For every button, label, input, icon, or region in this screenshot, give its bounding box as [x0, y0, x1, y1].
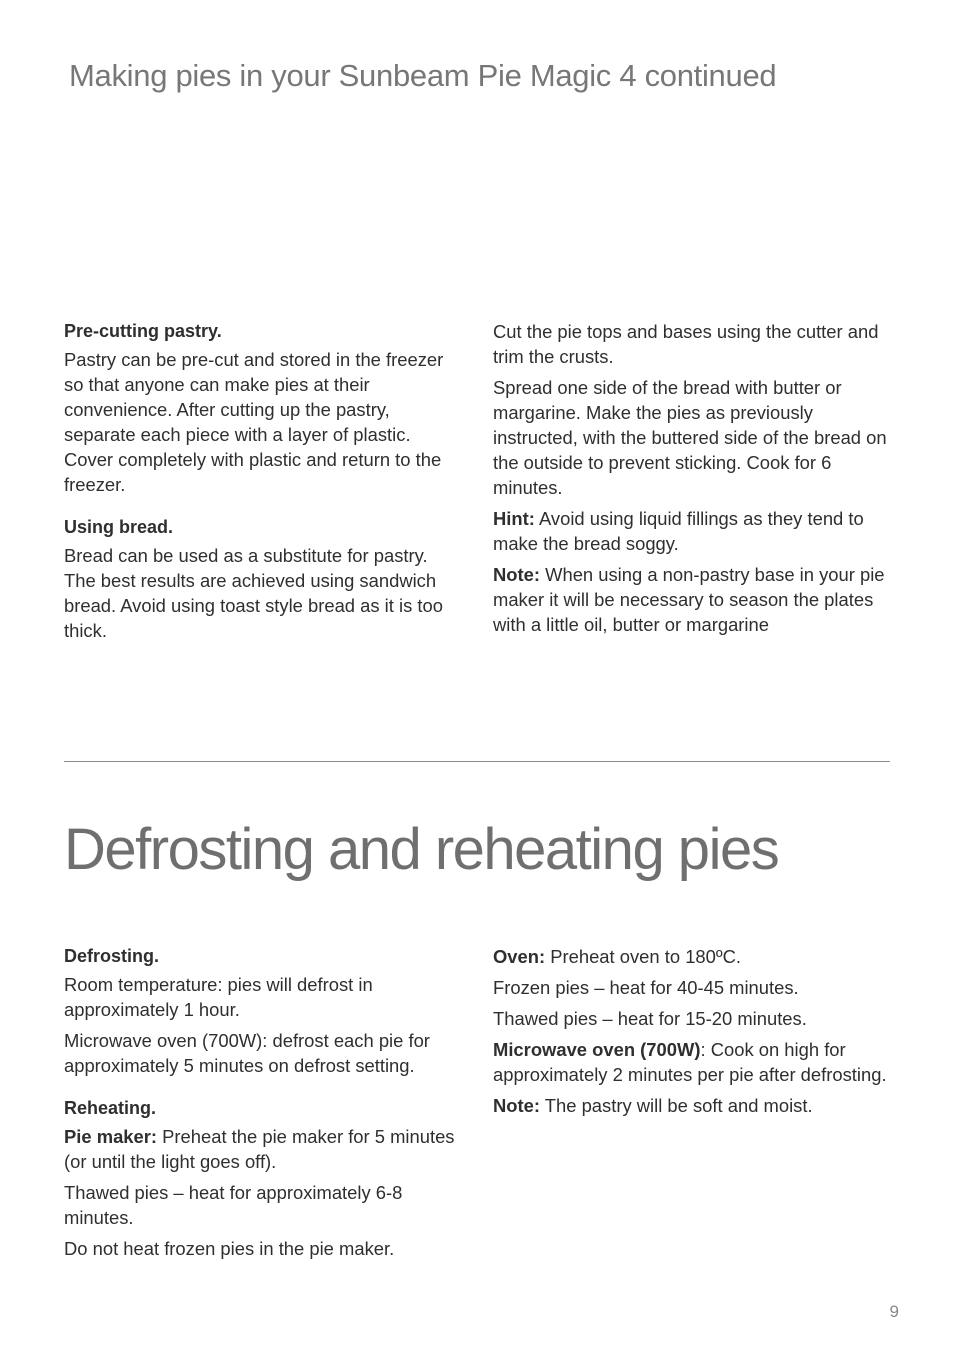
section-title: Defrosting and reheating pies — [64, 817, 779, 882]
page-number: 9 — [889, 1302, 899, 1321]
pastry-note-paragraph — [493, 1093, 888, 1118]
top-right-column — [493, 319, 888, 643]
thawed-pies-paragraph: Thawed pies – heat for approximately 6-8 minutes. — [64, 1182, 403, 1228]
section-divider — [64, 761, 890, 762]
bottom-right-column — [493, 944, 888, 1124]
pastry-note-text: The pastry will be soft and moist. — [540, 1095, 813, 1116]
pie-maker-label: Pie maker: — [64, 1126, 158, 1147]
page-header-title: Making pies in your Sunbeam Pie Magic 4 continued — [69, 58, 777, 93]
using-bread-paragraph: Bread can be used as a substitute for pastry. The best results are achieved using sandwich bread. Avoid using toast style bread as it is too thick. — [64, 545, 443, 641]
oven-label: Oven: — [493, 946, 546, 967]
reheating-heading: Reheating. — [64, 1098, 157, 1118]
microwave-label: Microwave oven (700W) — [493, 1039, 701, 1060]
hint-paragraph — [493, 506, 888, 556]
defrosting-heading: Defrosting. — [64, 946, 160, 966]
pastry-note-label: Note: — [493, 1095, 540, 1116]
oven-text: Preheat oven to 180ºC. — [545, 946, 741, 967]
microwave-paragraph — [493, 1037, 888, 1087]
note-paragraph — [493, 562, 888, 637]
microwave-defrost-paragraph: Microwave oven (700W): defrost each pie for approximately 5 minutes on defrost setting. — [64, 1030, 430, 1076]
pre-cutting-heading: Pre-cutting pastry. — [64, 321, 222, 341]
bottom-left-column — [64, 944, 464, 1267]
pie-maker-text: Preheat the pie maker for 5 minutes (or until the light goes off). — [64, 1126, 455, 1172]
using-bread-heading: Using bread. — [64, 517, 174, 537]
top-left-column — [64, 319, 464, 649]
frozen-warning-paragraph: Do not heat frozen pies in the pie maker. — [64, 1238, 395, 1259]
hint-label: Hint: — [493, 508, 535, 529]
cut-tops-paragraph: Cut the pie tops and bases using the cutter and trim the crusts. — [493, 321, 879, 367]
frozen-pies-paragraph: Frozen pies – heat for 40-45 minutes. — [493, 977, 799, 998]
microwave-text: : Cook on high for approximately 2 minutes per pie after defrosting. — [493, 1039, 887, 1085]
pre-cutting-paragraph: Pastry can be pre-cut and stored in the freezer so that anyone can make pies at their convenience. After cutting up the pastry, separate each piece with a layer of plastic. Cover completely with plastic and return to the freezer. — [64, 349, 444, 495]
thawed-pies-oven-paragraph: Thawed pies – heat for 15-20 minutes. — [493, 1008, 807, 1029]
spread-butter-paragraph: Spread one side of the bread with butter or margarine. Make the pies as previously instructed, with the buttered side of the bread on the outside to prevent sticking. Cook for 6 minutes. — [493, 377, 887, 498]
oven-paragraph — [493, 944, 888, 969]
note-text: When using a non-pastry base in your pie maker it will be necessary to season the plates with a little oil, butter or margarine — [493, 564, 885, 635]
pie-maker-paragraph — [64, 1124, 464, 1174]
room-temperature-paragraph: Room temperature: pies will defrost in approximately 1 hour. — [64, 974, 373, 1020]
hint-text: Avoid using liquid fillings as they tend to make the bread soggy. — [493, 508, 864, 554]
note-label: Note: — [493, 564, 540, 585]
